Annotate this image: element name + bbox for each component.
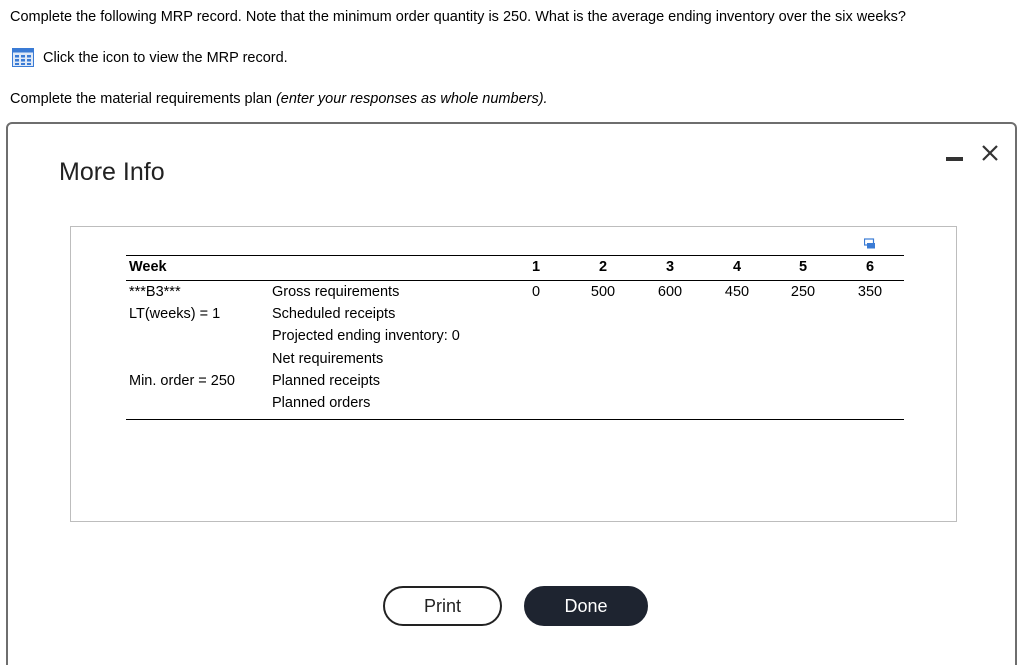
gross-req-week-1: 0 bbox=[531, 284, 541, 300]
week-2-header: 2 bbox=[598, 259, 608, 275]
gross-req-week-4: 450 bbox=[724, 284, 750, 300]
gross-req-week-3: 600 bbox=[657, 284, 683, 300]
more-info-dialog bbox=[6, 122, 1017, 665]
row-gross-requirements: Gross requirements bbox=[272, 284, 400, 300]
print-button[interactable]: Print bbox=[383, 586, 502, 626]
gross-req-week-2: 500 bbox=[590, 284, 616, 300]
row-scheduled-receipts: Scheduled receipts bbox=[272, 306, 396, 322]
week-6-header: 6 bbox=[865, 259, 875, 275]
gross-req-week-5: 250 bbox=[790, 284, 816, 300]
row-net-requirements: Net requirements bbox=[272, 351, 384, 367]
minimize-button[interactable] bbox=[946, 151, 963, 161]
info-link-text[interactable]: Click the icon to view the MRP record. bbox=[43, 49, 288, 66]
week-4-header: 4 bbox=[732, 259, 742, 275]
table-top-rule bbox=[126, 255, 904, 256]
copy-table-icon[interactable] bbox=[864, 237, 876, 249]
instruction-main: Complete the material requirements plan bbox=[10, 91, 276, 107]
row-projected-ending-inventory: Projected ending inventory: 0 bbox=[272, 328, 460, 344]
mrp-table-container bbox=[70, 226, 957, 522]
week-3-header: 3 bbox=[665, 259, 675, 275]
week-1-header: 1 bbox=[531, 259, 541, 275]
window-controls bbox=[946, 144, 999, 167]
instruction-note: (enter your responses as whole numbers). bbox=[275, 91, 548, 107]
close-icon bbox=[981, 144, 999, 162]
mrp-record-link[interactable] bbox=[12, 48, 288, 67]
close-button[interactable] bbox=[981, 144, 999, 167]
row-planned-receipts: Planned receipts bbox=[272, 373, 381, 389]
week-header: Week bbox=[129, 259, 167, 275]
instruction-text bbox=[10, 91, 548, 107]
item-name: ***B3*** bbox=[129, 284, 181, 300]
lead-time: LT(weeks) = 1 bbox=[129, 306, 221, 322]
table-grid-icon[interactable] bbox=[12, 48, 34, 67]
table-bottom-rule bbox=[126, 419, 904, 420]
week-5-header: 5 bbox=[798, 259, 808, 275]
minimize-icon bbox=[946, 157, 963, 161]
done-button[interactable]: Done bbox=[524, 586, 648, 626]
header-rule bbox=[126, 280, 904, 281]
min-order: Min. order = 250 bbox=[129, 373, 235, 389]
row-planned-orders: Planned orders bbox=[272, 395, 371, 411]
dialog-title: More Info bbox=[59, 158, 165, 186]
question-text: Complete the following MRP record. Note that the minimum order quantity is 250. What is the average ending inventory over the six weeks? bbox=[10, 9, 906, 25]
gross-req-week-6: 350 bbox=[857, 284, 883, 300]
